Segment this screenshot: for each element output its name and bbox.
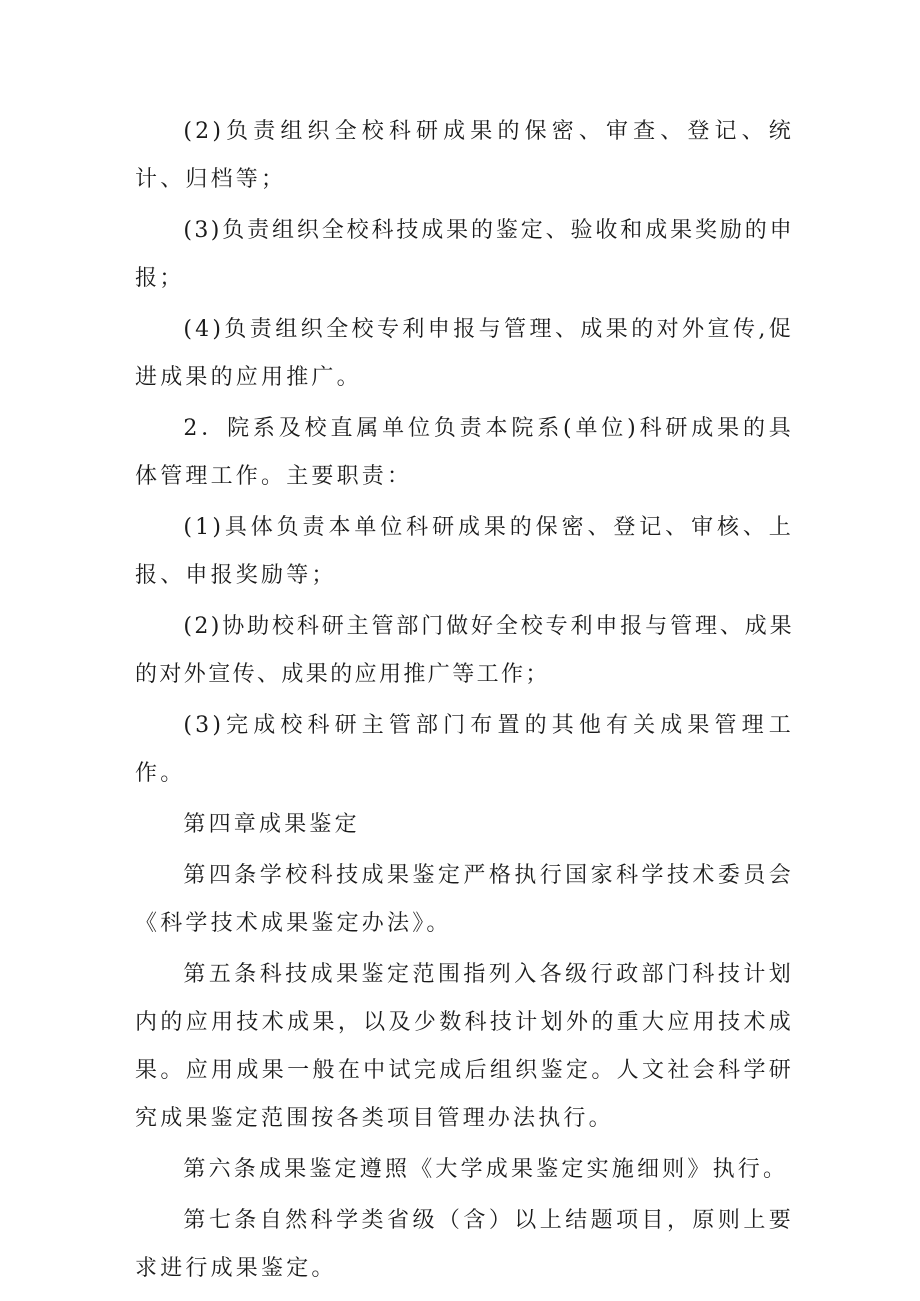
- paragraph-item-4-duties: (4)负责组织全校专利申报与管理、成果的对外宣传,促进成果的应用推广。: [135, 317, 794, 390]
- paragraph-dept-item-3: (3)完成校科研主管部门布置的其他有关成果管理工作。: [135, 713, 794, 786]
- article-6: 第六条成果鉴定遵照《大学成果鉴定实施细则》执行。: [183, 1157, 789, 1182]
- article-5: 第五条科技成果鉴定范围指列入各级行政部门科技计划内的应用技术成果，以及少数科技计划外的重大应用技术成果。应用成果一般在中试完成后组织鉴定。人文社会科学研究成果鉴定范围按各类项目管理办法执行。: [135, 962, 794, 1131]
- article-4: 第四条学校科技成果鉴定严格执行国家科学技术委员会《科学技术成果鉴定办法》。: [135, 863, 794, 936]
- paragraph-section-2-departments: 2．院系及校直属单位负责本院系(单位)科研成果的具体管理工作。主要职责：: [135, 416, 794, 489]
- paragraph-dept-item-1: (1)具体负责本单位科研成果的保密、登记、审核、上报、申报奖励等；: [135, 515, 794, 588]
- paragraph-item-3-duties: (3)负责组织全校科技成果的鉴定、验收和成果奖励的申报；: [135, 218, 794, 291]
- article-7: 第七条自然科学类省级（含）以上结题项目，原则上要求进行成果鉴定。: [135, 1208, 794, 1281]
- paragraph-dept-item-2: (2)协助校科研主管部门做好全校专利申报与管理、成果的对外宣传、成果的应用推广等工作；: [135, 614, 794, 687]
- paragraph-item-2-duties: (2)负责组织全校科研成果的保密、审查、登记、统计、归档等；: [135, 119, 794, 192]
- chapter-heading: 第四章成果鉴定: [183, 812, 360, 837]
